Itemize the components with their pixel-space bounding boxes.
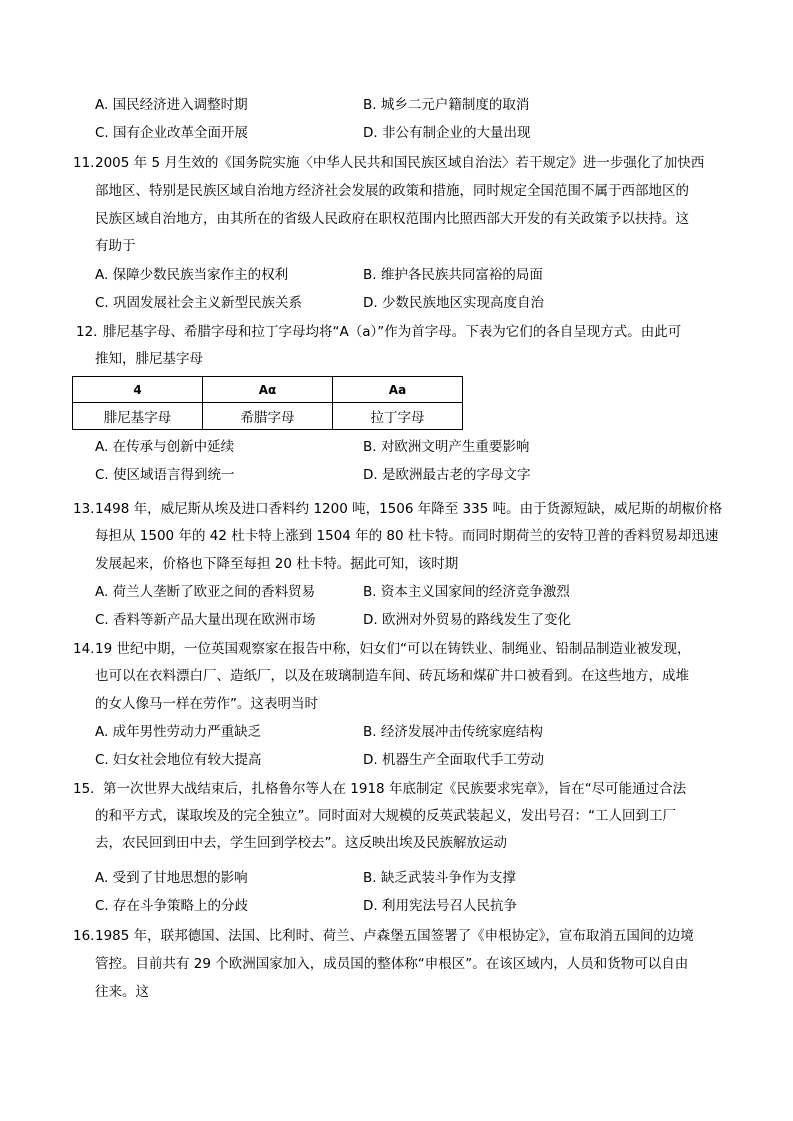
phoenician-glyph: 4 (73, 377, 203, 403)
q11-option-d: D. 少数民族地区实现高度自治 (363, 295, 544, 311)
phoenician-label: 腓尼基字母 (73, 403, 203, 430)
q12-option-c: C. 使区域语言得到统一 (95, 467, 235, 483)
q15-number: 15． (73, 781, 104, 797)
q13-stem-line-2: 每担从 1500 年的 42 杜卡特上涨到 1504 年的 80 杜卡特。而同时期荷兰的安特卫普的香料贸易却迅速 (95, 528, 719, 544)
q14-option-c: C. 妇女社会地位有较大提高 (95, 752, 262, 768)
q15-stem-line-1: 第一次世界大战结束后，扎格鲁尔等人在 1918 年底制定《民族要求宪章》，旨在“尽可能通过合法 (103, 781, 687, 797)
q11-stem-line-3: 民族区域自治地方，由其所在的省级人民政府在职权范围内比照西部大开发的有关政策予以扶持。这 (95, 211, 689, 227)
latin-glyph: Aa (333, 377, 463, 403)
greek-label: 希腊字母 (203, 403, 333, 430)
q12-option-b: B. 对欧洲文明产生重要影响 (363, 439, 530, 455)
q12-stem-line-2: 推知，腓尼基字母 (95, 351, 203, 367)
q11-option-c: C. 巩固发展社会主义新型民族关系 (95, 295, 303, 311)
q15-option-a: A. 受到了甘地思想的影响 (95, 870, 248, 886)
q16-number: 16. (73, 928, 95, 944)
q11-option-b: B. 维护各民族共同富裕的局面 (363, 267, 543, 283)
q11-number: 11. (73, 155, 95, 171)
q10-option-b: B. 城乡二元户籍制度的取消 (363, 97, 530, 113)
greek-glyph: Aα (203, 377, 333, 403)
q11-option-a: A. 保障少数民族当家作主的权利 (95, 267, 289, 283)
q15-option-b: B. 缺乏武装斗争作为支撑 (363, 870, 516, 886)
q15-option-d: D. 利用宪法号召人民抗争 (363, 898, 517, 914)
alphabet-table (72, 376, 463, 430)
q13-stem-line-1: 1498 年，威尼斯从埃及进口香料约 1200 吨，1506 年降至 335 吨。由于货源短缺，威尼斯的胡椒价格 (95, 501, 723, 517)
q12-number: 12． (76, 324, 107, 340)
q12-option-a: A. 在传承与创新中延续 (95, 439, 235, 455)
q11-stem-line-4: 有助于 (95, 238, 136, 254)
q13-number: 13. (73, 501, 95, 517)
q14-option-d: D. 机器生产全面取代手工劳动 (363, 752, 544, 768)
q16-stem-line-2: 管控。目前共有 29 个欧洲国家加入，成员国的整体称“申根区”。在该区域内，人员和货物可以自由 (95, 956, 689, 972)
q15-stem-line-2: 的和平方式，谋取埃及的完全独立”。同时面对大规模的反英武装起义，发出号召：“工人回到工厂 (95, 808, 676, 824)
q13-option-b: B. 资本主义国家间的经济竞争激烈 (363, 584, 570, 600)
q13-option-c: C. 香料等新产品大量出现在欧洲市场 (95, 612, 316, 628)
q14-stem-line-1: 19 世纪中期，一位英国观察家在报告中称，妇女们“可以在铸铁业、制绳业、铅制品制造业被发现， (95, 641, 691, 657)
alphabet-glyph-row (73, 377, 463, 403)
q13-option-a: A. 荷兰人垄断了欧亚之间的香料贸易 (95, 584, 316, 600)
q16-stem-line-1: 1985 年，联邦德国、法国、比利时、荷兰、卢森堡五国签署了《申根协定》，宣布取消五国间的边境 (95, 928, 694, 944)
q11-stem-line-1: 2005 年 5 月生效的《国务院实施〈中华人民共和国民族区域自治法〉若干规定》进一步强化了加快西 (95, 155, 705, 171)
q11-stem-line-2: 部地区、特别是民族区域自治地方经济社会发展的政策和措施，同时规定全国范围不属于西部地区的 (95, 183, 689, 199)
q14-stem-line-2: 也可以在衣料漂白厂、造纸厂，以及在玻璃制造车间、砖瓦场和煤矿井口被看到。在这些地方，成堆 (95, 668, 689, 684)
q12-option-d: D. 是欧洲最古老的字母文字 (363, 467, 531, 483)
q14-number: 14. (73, 641, 95, 657)
q13-stem-line-3: 发展起来，价格也下降至每担 20 杜卡特。据此可知，该时期 (95, 556, 459, 572)
q14-stem-line-3: 的女人像马一样在劳作”。这表明当时 (95, 696, 318, 712)
latin-label: 拉丁字母 (333, 403, 463, 430)
q10-option-d: D. 非公有制企业的大量出现 (363, 125, 531, 141)
q14-option-b: B. 经济发展冲击传统家庭结构 (363, 724, 543, 740)
q10-option-a: A. 国民经济进入调整时期 (95, 97, 248, 113)
q14-option-a: A. 成年男性劳动力严重缺乏 (95, 724, 262, 740)
q13-option-d: D. 欧洲对外贸易的路线发生了变化 (363, 612, 571, 628)
q15-stem-line-3: 去，农民回到田中去，学生回到学校去”。这反映出埃及民族解放运动 (95, 835, 507, 851)
q10-option-c: C. 国有企业改革全面开展 (95, 125, 249, 141)
q12-stem-line-1: 腓尼基字母、希腊字母和拉丁字母均将“A（a）”作为首字母。下表为它们的各自呈现方式。由此可 (103, 324, 682, 340)
alphabet-name-row (73, 403, 463, 430)
q15-option-c: C. 存在斗争策略上的分歧 (95, 898, 249, 914)
q16-stem-line-3: 往来。这 (95, 984, 149, 1000)
